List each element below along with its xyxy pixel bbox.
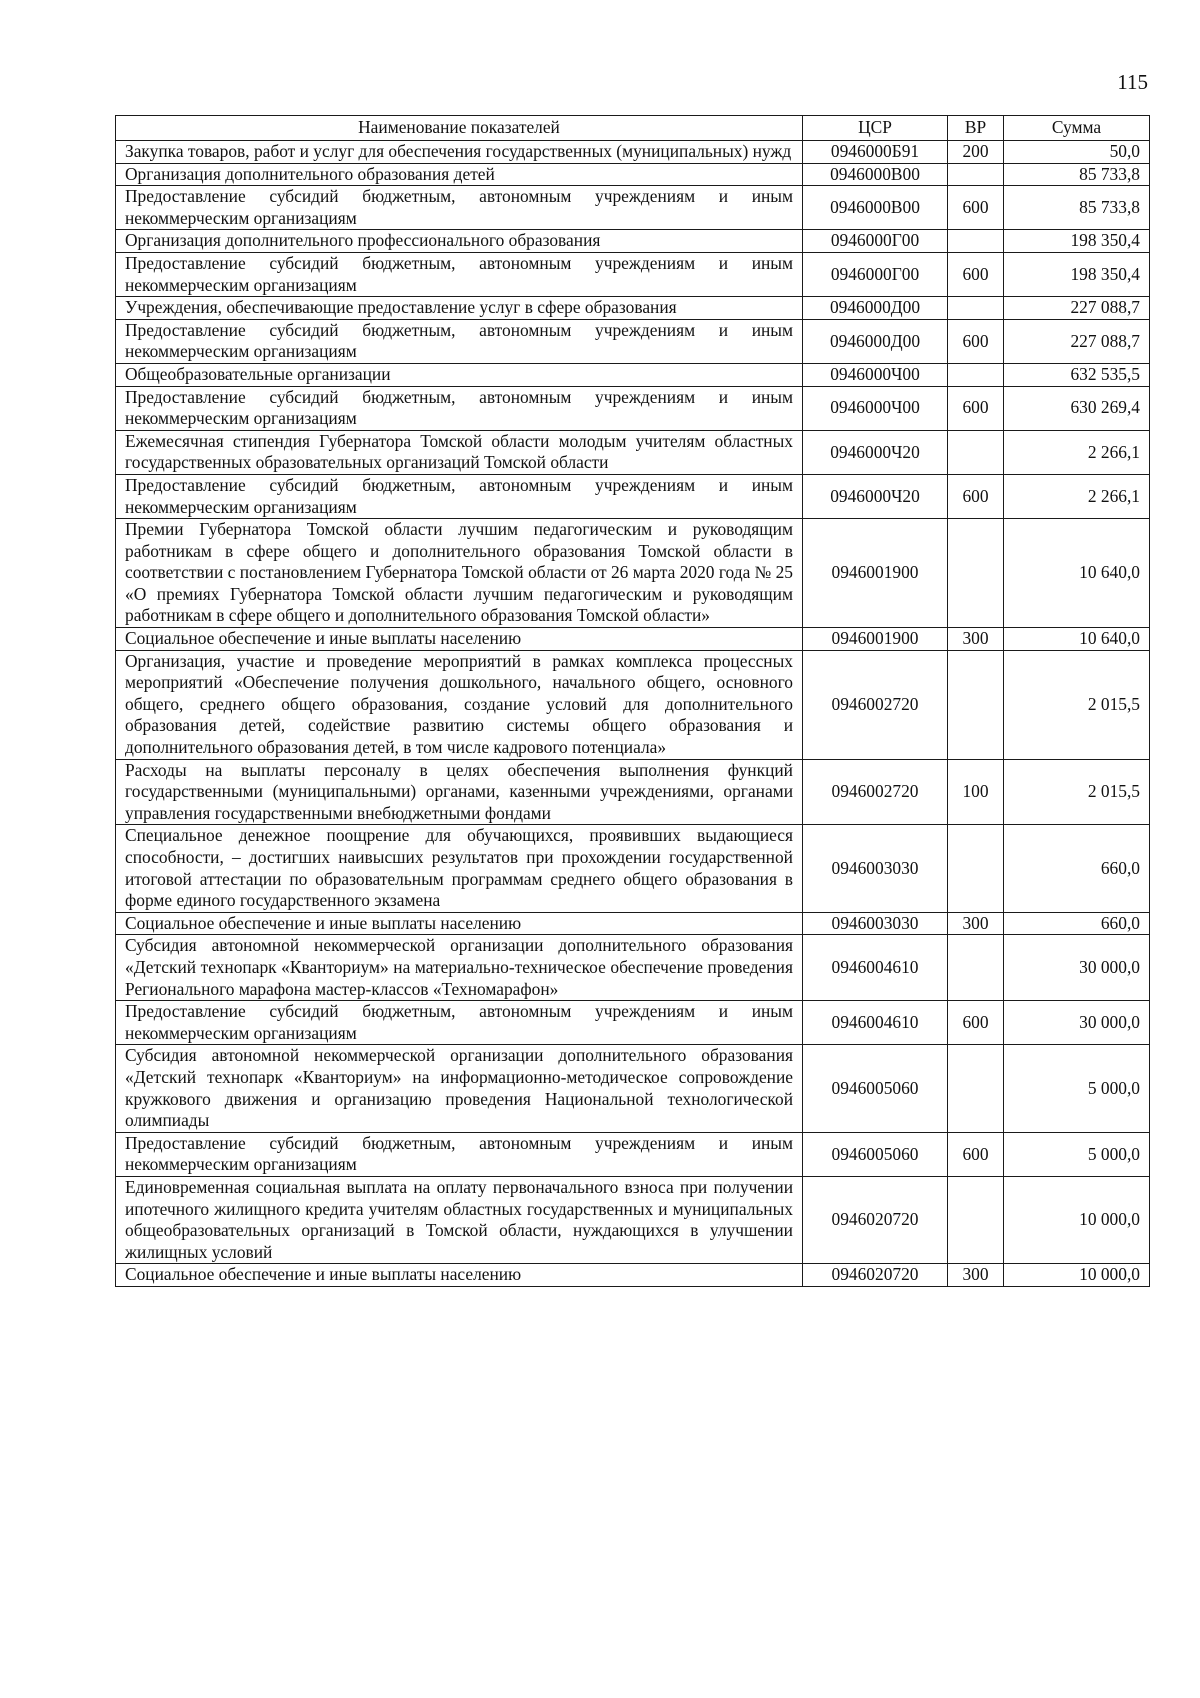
cell-vr: 600 (948, 386, 1004, 430)
cell-name: Социальное обеспечение и иные выплаты населению (116, 912, 803, 935)
table-row (116, 186, 1150, 230)
header-name: Наименование показателей (116, 116, 803, 141)
cell-csr: 0946004610 (803, 1001, 948, 1045)
cell-sum: 10 000,0 (1004, 1176, 1150, 1263)
table-row (116, 230, 1150, 253)
cell-csr: 0946000Ч20 (803, 474, 948, 518)
cell-vr: 600 (948, 319, 1004, 363)
cell-name: Организация дополнительного образования детей (116, 163, 803, 186)
cell-name: Закупка товаров, работ и услуг для обеспечения государственных (муниципальных) нужд (116, 141, 803, 164)
cell-vr (948, 650, 1004, 759)
cell-sum: 660,0 (1004, 825, 1150, 912)
table-row (116, 935, 1150, 1001)
cell-csr: 0946000Ч20 (803, 430, 948, 474)
cell-csr: 0946003030 (803, 825, 948, 912)
table-row (116, 1045, 1150, 1132)
table-row (116, 163, 1150, 186)
table-row (116, 474, 1150, 518)
cell-name: Ежемесячная стипендия Губернатора Томской области молодым учителям областных государственных образовательных организаций Томской области (116, 430, 803, 474)
cell-csr: 0946002720 (803, 759, 948, 825)
cell-csr: 0946000Г00 (803, 252, 948, 296)
table-row (116, 650, 1150, 759)
cell-sum: 2 266,1 (1004, 430, 1150, 474)
cell-csr: 0946000Г00 (803, 230, 948, 253)
cell-csr: 0946001900 (803, 628, 948, 651)
cell-sum: 30 000,0 (1004, 935, 1150, 1001)
cell-csr: 0946003030 (803, 912, 948, 935)
cell-sum: 2 266,1 (1004, 474, 1150, 518)
cell-vr: 600 (948, 1132, 1004, 1176)
cell-vr (948, 163, 1004, 186)
cell-vr: 600 (948, 186, 1004, 230)
table-row (116, 912, 1150, 935)
cell-csr: 0946020720 (803, 1176, 948, 1263)
header-csr: ЦСР (803, 116, 948, 141)
table-row (116, 1176, 1150, 1263)
table-row (116, 1264, 1150, 1287)
cell-vr: 300 (948, 912, 1004, 935)
cell-vr (948, 230, 1004, 253)
table-row (116, 386, 1150, 430)
cell-sum: 5 000,0 (1004, 1045, 1150, 1132)
cell-name: Субсидия автономной некоммерческой организации дополнительного образования «Детский технопарк «Кванториум» на материально-техническое обеспечение проведения Регионального марафона мастер-классов «Техномарафон» (116, 935, 803, 1001)
cell-name: Субсидия автономной некоммерческой организации дополнительного образования «Детский технопарк «Кванториум» на информационно-методическое сопровождение кружкового движения и организацию проведения Национальной технологической олимпиады (116, 1045, 803, 1132)
cell-csr: 0946005060 (803, 1045, 948, 1132)
table-row (116, 1001, 1150, 1045)
cell-vr: 200 (948, 141, 1004, 164)
cell-sum: 10 640,0 (1004, 628, 1150, 651)
cell-vr (948, 1045, 1004, 1132)
cell-sum: 632 535,5 (1004, 363, 1150, 386)
cell-csr: 0946004610 (803, 935, 948, 1001)
cell-csr: 0946000В00 (803, 186, 948, 230)
cell-sum: 10 640,0 (1004, 519, 1150, 628)
cell-name: Расходы на выплаты персоналу в целях обеспечения выполнения функций государственными (муниципальными) органами, казенными учреждениями, органами управления государственными внебюджетными фондами (116, 759, 803, 825)
cell-vr (948, 430, 1004, 474)
cell-vr (948, 519, 1004, 628)
cell-sum: 227 088,7 (1004, 319, 1150, 363)
cell-sum: 198 350,4 (1004, 252, 1150, 296)
cell-name: Предоставление субсидий бюджетным, автономным учреждениям и иным некоммерческим организациям (116, 1001, 803, 1045)
cell-csr: 0946000Б91 (803, 141, 948, 164)
cell-name: Социальное обеспечение и иные выплаты населению (116, 628, 803, 651)
cell-csr: 0946000Д00 (803, 319, 948, 363)
cell-sum: 2 015,5 (1004, 759, 1150, 825)
cell-name: Премии Губернатора Томской области лучшим педагогическим и руководящим работникам в сфере общего и дополнительного образования Томской области в соответствии с постановлением Губернатора Томской области от 26 марта 2020 года № 25 «О премиях Губернатора Томской области лучшим педагогическим и руководящим работникам в сфере общего и дополнительного образования Томской области» (116, 519, 803, 628)
cell-vr: 600 (948, 474, 1004, 518)
cell-name: Предоставление субсидий бюджетным, автономным учреждениям и иным некоммерческим организациям (116, 186, 803, 230)
cell-csr: 0946000В00 (803, 163, 948, 186)
cell-csr: 0946020720 (803, 1264, 948, 1287)
cell-name: Предоставление субсидий бюджетным, автономным учреждениям и иным некоммерческим организациям (116, 252, 803, 296)
cell-name: Специальное денежное поощрение для обучающихся, проявивших выдающиеся способности, – достигших наивысших результатов при прохождении государственной итоговой аттестации по образовательным программам среднего общего образования в форме единого государственного экзамена (116, 825, 803, 912)
cell-sum: 5 000,0 (1004, 1132, 1150, 1176)
cell-vr (948, 1176, 1004, 1263)
cell-csr: 0946000Д00 (803, 297, 948, 320)
cell-csr: 0946001900 (803, 519, 948, 628)
table-header-row (116, 116, 1150, 141)
cell-sum: 85 733,8 (1004, 163, 1150, 186)
table-row (116, 141, 1150, 164)
cell-csr: 0946002720 (803, 650, 948, 759)
cell-vr: 300 (948, 1264, 1004, 1287)
table-row (116, 297, 1150, 320)
cell-sum: 50,0 (1004, 141, 1150, 164)
header-sum: Сумма (1004, 116, 1150, 141)
cell-name: Предоставление субсидий бюджетным, автономным учреждениям и иным некоммерческим организациям (116, 1132, 803, 1176)
table-row (116, 519, 1150, 628)
header-vr: ВР (948, 116, 1004, 141)
cell-name: Общеобразовательные организации (116, 363, 803, 386)
table-row (116, 430, 1150, 474)
table-row (116, 759, 1150, 825)
cell-sum: 10 000,0 (1004, 1264, 1150, 1287)
cell-name: Организация, участие и проведение мероприятий в рамках комплекса процессных мероприятий «Обеспечение получения дошкольного, начального общего, основного общего, среднего общего образования, создание условий для дополнительного образования детей, содействие развитию системы общего образования и дополнительного образования детей, в том числе кадрового потенциала» (116, 650, 803, 759)
table-row (116, 825, 1150, 912)
cell-sum: 630 269,4 (1004, 386, 1150, 430)
table-row (116, 628, 1150, 651)
cell-vr: 100 (948, 759, 1004, 825)
cell-sum: 85 733,8 (1004, 186, 1150, 230)
cell-sum: 30 000,0 (1004, 1001, 1150, 1045)
cell-name: Предоставление субсидий бюджетным, автономным учреждениям и иным некоммерческим организациям (116, 319, 803, 363)
cell-vr: 600 (948, 252, 1004, 296)
cell-vr (948, 825, 1004, 912)
cell-vr (948, 935, 1004, 1001)
cell-sum: 2 015,5 (1004, 650, 1150, 759)
cell-csr: 0946000Ч00 (803, 386, 948, 430)
cell-name: Учреждения, обеспечивающие предоставление услуг в сфере образования (116, 297, 803, 320)
cell-vr: 300 (948, 628, 1004, 651)
table-row (116, 1132, 1150, 1176)
cell-name: Организация дополнительного профессионального образования (116, 230, 803, 253)
cell-csr: 0946005060 (803, 1132, 948, 1176)
cell-name: Единовременная социальная выплата на оплату первоначального взноса при получении ипотечного жилищного кредита учителям областных государственных и муниципальных общеобразовательных организаций в Томской области, нуждающихся в улучшении жилищных условий (116, 1176, 803, 1263)
page-number: 115 (1117, 70, 1148, 94)
cell-sum: 198 350,4 (1004, 230, 1150, 253)
cell-csr: 0946000Ч00 (803, 363, 948, 386)
table-row (116, 319, 1150, 363)
cell-sum: 227 088,7 (1004, 297, 1150, 320)
cell-name: Предоставление субсидий бюджетным, автономным учреждениям и иным некоммерческим организациям (116, 386, 803, 430)
budget-table (115, 115, 1150, 1287)
cell-sum: 660,0 (1004, 912, 1150, 935)
cell-vr: 600 (948, 1001, 1004, 1045)
cell-name: Социальное обеспечение и иные выплаты населению (116, 1264, 803, 1287)
table-body (116, 141, 1150, 1287)
table-row (116, 252, 1150, 296)
cell-vr (948, 363, 1004, 386)
cell-vr (948, 297, 1004, 320)
table-row (116, 363, 1150, 386)
cell-name: Предоставление субсидий бюджетным, автономным учреждениям и иным некоммерческим организациям (116, 474, 803, 518)
